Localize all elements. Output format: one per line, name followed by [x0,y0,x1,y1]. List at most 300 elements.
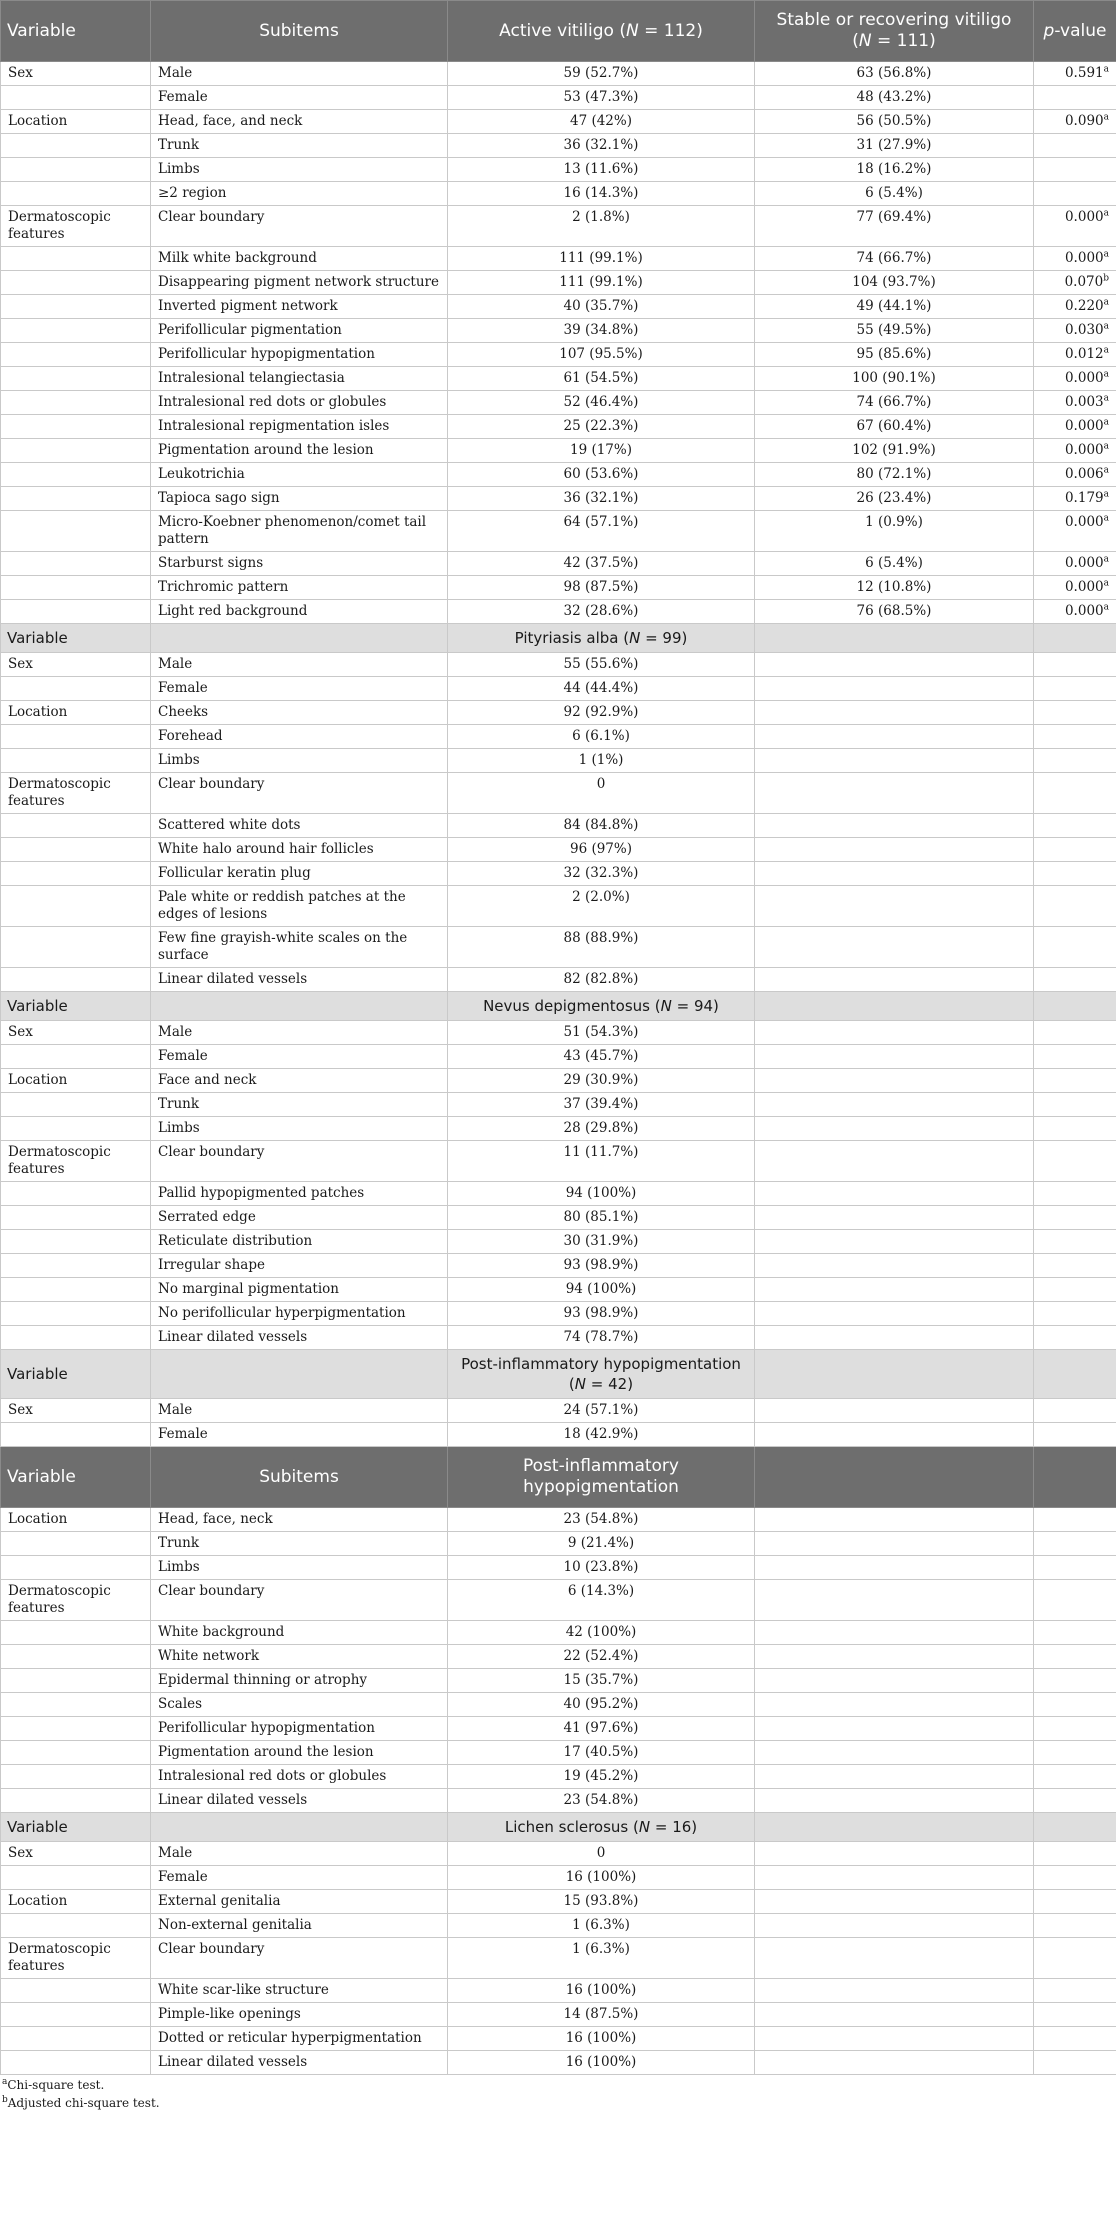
variable-cell [1,862,151,886]
table-row [1,1979,1116,2003]
table-row [1,1890,1116,1914]
empty-cell [755,1021,1034,1045]
value-cell: 11 (11.7%) [448,1141,755,1182]
empty-cell [755,749,1034,773]
subitem-cell: Non-external genitalia [151,1914,448,1938]
p-value-cell [1034,415,1116,439]
empty-cell [1034,1182,1116,1206]
empty-cell [755,968,1034,992]
stable-value-cell: 26 (23.4%) [755,487,1034,511]
p-value-footnote-mark: a [1103,441,1109,452]
empty-cell [1034,1254,1116,1278]
table-row [1,968,1116,992]
table-row [1,1021,1116,1045]
empty-cell [1034,968,1116,992]
subitem-cell: Male [151,1021,448,1045]
stable-value-cell: 49 (44.1%) [755,295,1034,319]
variable-cell: Sex [1,62,151,86]
section-empty-cell [1034,992,1116,1021]
value-cell: 16 (100%) [448,1979,755,2003]
p-value-text: 0.000 [1064,442,1104,458]
empty-cell [1034,1866,1116,1890]
subitem-cell: Trichromic pattern [151,576,448,600]
p-value-cell [1034,487,1116,511]
table-row [1,391,1116,415]
empty-cell [755,814,1034,838]
section-empty-cell [1034,624,1116,653]
empty-cell [755,1765,1034,1789]
table-row [1,1326,1116,1350]
value-cell: 22 (52.4%) [448,1645,755,1669]
subitem-cell: Epidermal thinning or atrophy [151,1669,448,1693]
active-value-cell: 53 (47.3%) [448,86,755,110]
variable-cell [1,725,151,749]
variable-cell [1,749,151,773]
table-row [1,134,1116,158]
table-row [1,1093,1116,1117]
footnote-mark: b [2,2095,8,2105]
empty-cell [1034,1423,1116,1447]
section-variable-label: Variable [1,1813,151,1842]
p-value-cell [1034,206,1116,247]
variable-cell [1,439,151,463]
section-title [448,992,755,1021]
value-cell: 93 (98.9%) [448,1254,755,1278]
p-value-cell [1034,576,1116,600]
table-row [1,511,1116,552]
empty-cell [755,2051,1034,2075]
section-header-row [1,992,1116,1021]
stable-value-cell: 67 (60.4%) [755,415,1034,439]
table-row [1,2003,1116,2027]
subitem-cell: Head, face, neck [151,1508,448,1532]
table-header-row-repeat [1,1447,1116,1508]
stable-value-cell: 77 (69.4%) [755,206,1034,247]
p-value-cell [1034,158,1116,182]
active-value-cell: 59 (52.7%) [448,62,755,86]
value-cell: 18 (42.9%) [448,1423,755,1447]
footnote-mark: a [2,2077,8,2087]
variable-cell: Dermatoscopic features [1,1141,151,1182]
empty-cell [755,927,1034,968]
empty-cell [755,773,1034,814]
table-row [1,463,1116,487]
stable-value-cell: 95 (85.6%) [755,343,1034,367]
p-value-footnote-mark: a [1103,249,1109,260]
empty-cell [755,1890,1034,1914]
subitem-cell: White background [151,1621,448,1645]
subitem-cell: Male [151,62,448,86]
subitem-cell: Intralesional repigmentation isles [151,415,448,439]
subitem-cell: Clear boundary [151,773,448,814]
table-header-row [1,1,1116,62]
empty-cell [1034,2051,1116,2075]
value-cell: 42 (100%) [448,1621,755,1645]
table-row [1,158,1116,182]
value-cell: 40 (95.2%) [448,1693,755,1717]
subitem-cell: Limbs [151,1556,448,1580]
table-row [1,343,1116,367]
subitem-cell: No marginal pigmentation [151,1278,448,1302]
table-row [1,206,1116,247]
table-row [1,838,1116,862]
variable-cell [1,182,151,206]
empty-cell [1034,2003,1116,2027]
value-cell: 6 (6.1%) [448,725,755,749]
section-title [448,624,755,653]
section-title-count: = 16) [650,1818,698,1836]
empty-cell [1034,1765,1116,1789]
table-row [1,1580,1116,1621]
stable-value-cell: 12 (10.8%) [755,576,1034,600]
p-value-cell [1034,439,1116,463]
empty-cell [1034,1669,1116,1693]
p-value-text: 0.090 [1064,113,1104,129]
subitem-cell: Trunk [151,1532,448,1556]
subitem-cell: Limbs [151,1117,448,1141]
variable-cell [1,2027,151,2051]
variable-cell [1,134,151,158]
empty-cell [755,1302,1034,1326]
empty-cell [1034,749,1116,773]
table-row [1,1508,1116,1532]
empty-cell [1034,1021,1116,1045]
variable-cell [1,2051,151,2075]
empty-cell [755,653,1034,677]
subitem-cell: Irregular shape [151,1254,448,1278]
value-cell: 37 (39.4%) [448,1093,755,1117]
empty-cell [755,2027,1034,2051]
variable-cell: Sex [1,1842,151,1866]
subitem-cell: Clear boundary [151,1141,448,1182]
subitem-cell: Dotted or reticular hyperpigmentation [151,2027,448,2051]
empty-cell [755,1717,1034,1741]
p-value-cell [1034,182,1116,206]
empty-cell [1034,725,1116,749]
section-variable-label: Variable [1,1350,151,1399]
table-row [1,1741,1116,1765]
p-value-text: 0.000 [1064,250,1104,266]
empty-cell [755,1621,1034,1645]
value-cell: 29 (30.9%) [448,1069,755,1093]
subitem-cell: Pigmentation around the lesion [151,439,448,463]
empty-cell [755,1141,1034,1182]
header-variable: Variable [1,1447,151,1508]
empty-cell [1034,1842,1116,1866]
variable-cell [1,1532,151,1556]
footnote [2,2077,1116,2093]
table-row [1,653,1116,677]
subitem-cell: Male [151,1842,448,1866]
variable-cell: Sex [1,1399,151,1423]
table-row [1,927,1116,968]
p-value-footnote-mark: a [1103,578,1109,589]
variable-cell [1,391,151,415]
empty-cell [1034,927,1116,968]
empty-cell [755,1532,1034,1556]
subitem-cell: Intralesional red dots or globules [151,1765,448,1789]
active-value-cell: 39 (34.8%) [448,319,755,343]
table-row [1,182,1116,206]
footnote [2,2095,1116,2111]
empty-cell [1034,1580,1116,1621]
subitem-cell: Linear dilated vessels [151,968,448,992]
subitem-cell: White network [151,1645,448,1669]
empty-cell [1034,1645,1116,1669]
table-row [1,701,1116,725]
p-value-cell [1034,552,1116,576]
section-title-prefix: Lichen sclerosus ( [504,1818,639,1836]
header-empty-cell [755,1447,1034,1508]
table-row [1,1866,1116,1890]
value-cell: 16 (100%) [448,2051,755,2075]
p-value-text: 0.006 [1064,466,1104,482]
empty-cell [1034,1399,1116,1423]
active-value-cell: 2 (1.8%) [448,206,755,247]
variable-cell [1,319,151,343]
p-value-text: 0.179 [1064,490,1104,506]
empty-cell [1034,1206,1116,1230]
section-title-prefix: ( [568,1375,575,1393]
section-title [448,1813,755,1842]
p-value-text: 0.000 [1064,603,1104,619]
variable-cell: Dermatoscopic features [1,773,151,814]
subitem-cell: Scales [151,1693,448,1717]
table-row [1,1117,1116,1141]
empty-cell [755,1278,1034,1302]
section-empty-cell [1034,1813,1116,1842]
empty-cell [755,1230,1034,1254]
subitem-cell: Cheeks [151,701,448,725]
section-title-count: = 42) [586,1375,634,1393]
stable-value-cell: 80 (72.1%) [755,463,1034,487]
empty-cell [755,1423,1034,1447]
header-active-vitiligo: Active vitiligo (N = 112) [448,1,755,62]
empty-cell [755,1741,1034,1765]
p-value-cell [1034,62,1116,86]
p-value-text: 0.003 [1064,394,1104,410]
variable-cell [1,1693,151,1717]
value-cell: 41 (97.6%) [448,1717,755,1741]
empty-cell [1034,862,1116,886]
header-empty-cell [1034,1447,1116,1508]
active-value-cell: 36 (32.1%) [448,134,755,158]
section-empty-cell [755,992,1034,1021]
value-cell: 17 (40.5%) [448,1741,755,1765]
subitem-cell: Male [151,1399,448,1423]
value-cell: 6 (14.3%) [448,1580,755,1621]
table-row [1,86,1116,110]
table-row [1,2027,1116,2051]
subitem-cell: Disappearing pigment network structure [151,271,448,295]
section-empty-cell [151,624,448,653]
variable-cell: Dermatoscopic features [1,1580,151,1621]
empty-cell [755,1580,1034,1621]
variable-cell [1,1230,151,1254]
empty-cell [1034,814,1116,838]
p-value-footnote-mark: a [1103,393,1109,404]
table-row [1,1069,1116,1093]
subitem-cell: Clear boundary [151,206,448,247]
table-row [1,271,1116,295]
empty-cell [1034,1532,1116,1556]
subitem-cell: White halo around hair follicles [151,838,448,862]
empty-cell [1034,1556,1116,1580]
subitem-cell: Pale white or reddish patches at the edges of lesions [151,886,448,927]
variable-cell [1,463,151,487]
subitem-cell: Female [151,1423,448,1447]
section-header-row [1,1350,1116,1399]
variable-cell [1,1045,151,1069]
empty-cell [755,1326,1034,1350]
value-cell: 14 (87.5%) [448,2003,755,2027]
value-cell: 55 (55.6%) [448,653,755,677]
variable-cell [1,1914,151,1938]
stable-value-cell: 55 (49.5%) [755,319,1034,343]
subitem-cell: Inverted pigment network [151,295,448,319]
section-variable-label: Variable [1,624,151,653]
empty-cell [755,838,1034,862]
table-row [1,1789,1116,1813]
empty-cell [755,862,1034,886]
value-cell: 15 (35.7%) [448,1669,755,1693]
variable-cell [1,367,151,391]
subitem-cell: Intralesional red dots or globules [151,391,448,415]
empty-cell [755,1669,1034,1693]
subitem-cell: White scar-like structure [151,1979,448,2003]
variable-cell [1,1254,151,1278]
table-row [1,552,1116,576]
value-cell: 16 (100%) [448,2027,755,2051]
subitem-cell: Micro-Koebner phenomenon/comet tail pattern [151,511,448,552]
stable-value-cell: 102 (91.9%) [755,439,1034,463]
variable-cell [1,1326,151,1350]
empty-cell [1034,1693,1116,1717]
section-title-count: = 94) [671,997,719,1015]
p-value-footnote-mark: a [1103,64,1109,75]
subitem-cell: Clear boundary [151,1938,448,1979]
empty-cell [1034,1302,1116,1326]
empty-cell [755,1045,1034,1069]
empty-cell [1034,1141,1116,1182]
empty-cell [755,1979,1034,2003]
subitem-cell: Female [151,1045,448,1069]
table-row [1,677,1116,701]
active-value-cell: 52 (46.4%) [448,391,755,415]
table-row [1,1302,1116,1326]
p-value-text: 0.000 [1064,555,1104,571]
p-value-footnote-mark: a [1103,112,1109,123]
value-cell: 32 (32.3%) [448,862,755,886]
subitem-cell: Trunk [151,134,448,158]
empty-cell [755,1069,1034,1093]
header-stable-vitiligo: Stable or recovering vitiligo (N = 111) [755,1,1034,62]
variable-cell [1,1556,151,1580]
value-cell: 23 (54.8%) [448,1789,755,1813]
section-empty-cell [755,624,1034,653]
variable-cell [1,2003,151,2027]
variable-cell [1,1645,151,1669]
variable-cell: Sex [1,653,151,677]
variable-cell [1,1765,151,1789]
section-title-n: N [629,629,641,647]
empty-cell [1034,1717,1116,1741]
p-value-cell [1034,295,1116,319]
subitem-cell: External genitalia [151,1890,448,1914]
table-row [1,439,1116,463]
subitem-cell: No perifollicular hyperpigmentation [151,1302,448,1326]
stable-value-cell: 56 (50.5%) [755,110,1034,134]
value-cell: 2 (2.0%) [448,886,755,927]
subitem-cell: Milk white background [151,247,448,271]
variable-cell [1,247,151,271]
subitem-cell: Male [151,653,448,677]
empty-cell [1034,1508,1116,1532]
p-value-text: 0.030 [1064,322,1104,338]
variable-cell [1,886,151,927]
table-row [1,1842,1116,1866]
subitem-cell: ≥2 region [151,182,448,206]
value-cell: 93 (98.9%) [448,1302,755,1326]
variable-cell [1,487,151,511]
p-value-cell [1034,391,1116,415]
variable-cell [1,271,151,295]
table-row [1,1532,1116,1556]
value-cell: 1 (6.3%) [448,1914,755,1938]
active-value-cell: 40 (35.7%) [448,295,755,319]
empty-cell [755,886,1034,927]
p-value-text: 0.000 [1064,370,1104,386]
subitem-cell: Linear dilated vessels [151,2051,448,2075]
subitem-cell: Scattered white dots [151,814,448,838]
table-row [1,576,1116,600]
table-row [1,62,1116,86]
empty-cell [755,1556,1034,1580]
section-title-prefix: Pityriasis alba ( [514,629,630,647]
empty-cell [755,1938,1034,1979]
value-cell: 0 [448,773,755,814]
value-cell: 24 (57.1%) [448,1399,755,1423]
empty-cell [755,1206,1034,1230]
variable-cell [1,158,151,182]
subitem-cell: Clear boundary [151,1580,448,1621]
value-cell: 15 (93.8%) [448,1890,755,1914]
p-value-footnote-mark: a [1103,297,1109,308]
variable-cell [1,1789,151,1813]
active-value-cell: 111 (99.1%) [448,271,755,295]
table-row [1,487,1116,511]
value-cell: 80 (85.1%) [448,1206,755,1230]
header-subitems: Subitems [151,1,448,62]
empty-cell [1034,1789,1116,1813]
empty-cell [1034,773,1116,814]
table-row [1,1717,1116,1741]
section-title-line1: Post-inflammatory hypopigmentation [461,1355,741,1373]
section-title-count: = 99) [640,629,688,647]
stable-value-cell: 63 (56.8%) [755,62,1034,86]
p-value-text: 0.012 [1064,346,1104,362]
variable-cell [1,1423,151,1447]
table-row [1,1399,1116,1423]
empty-cell [1034,2027,1116,2051]
active-value-cell: 98 (87.5%) [448,576,755,600]
subitem-cell: Pimple-like openings [151,2003,448,2027]
empty-cell [755,1182,1034,1206]
table-row [1,1423,1116,1447]
active-value-cell: 36 (32.1%) [448,487,755,511]
empty-cell [1034,1278,1116,1302]
p-value-cell [1034,134,1116,158]
